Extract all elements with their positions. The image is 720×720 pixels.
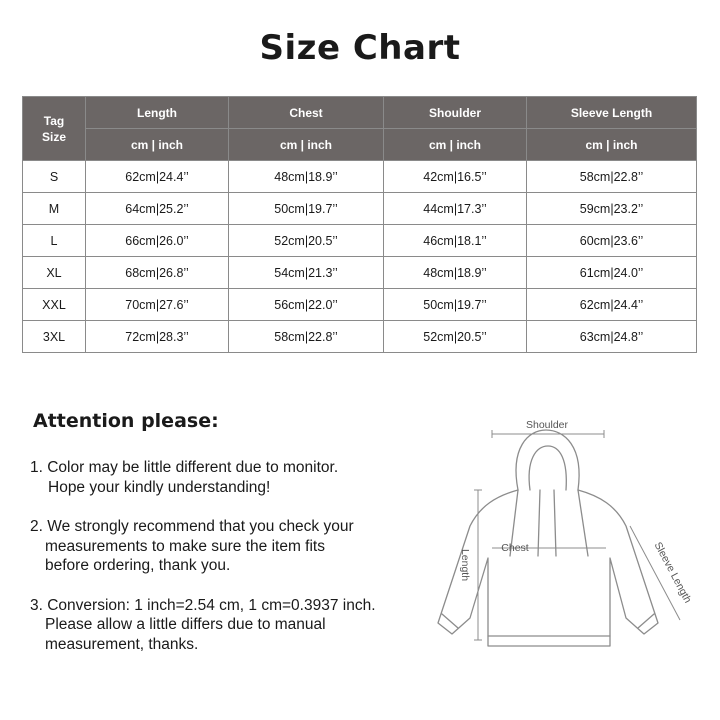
length-cell: 68cm|26.8’’	[86, 257, 229, 289]
hoodie-outline	[438, 430, 658, 646]
unit-header-length: cm | inch	[86, 129, 229, 161]
table-header-row	[23, 97, 697, 129]
length-cell: 70cm|27.6’’	[86, 289, 229, 321]
note-line: 2. We strongly recommend that you check your	[30, 518, 354, 535]
length-label: Length	[459, 548, 471, 582]
attention-heading: Attention please:	[33, 410, 219, 432]
note-line: before ordering, thank you.	[45, 557, 231, 574]
column-header-length: Length	[86, 97, 229, 129]
note-line: measurements to make sure the item fits	[45, 537, 325, 555]
length-cell: 66cm|26.0’’	[86, 225, 229, 257]
unit-header-sleeve-length: cm | inch	[527, 129, 697, 161]
page-title: Size Chart	[259, 28, 461, 68]
shoulder-cell: 52cm|20.5’’	[384, 321, 527, 353]
table-unit-row	[23, 129, 697, 161]
note-measurements	[30, 517, 410, 576]
column-header-shoulder: Shoulder	[384, 97, 527, 129]
measurement-arrows	[474, 430, 680, 640]
tag-header-line-1: Tag	[43, 113, 65, 128]
chest-cell: 58cm|22.8’’	[229, 321, 384, 353]
sleeve-length-label: Sleeve Length	[651, 540, 694, 606]
column-header-chest: Chest	[229, 97, 384, 129]
note-line: 3. Conversion: 1 inch=2.54 cm, 1 cm=0.3937 inch.	[30, 596, 376, 614]
note-color	[30, 458, 410, 497]
unit-header-chest: cm | inch	[229, 129, 384, 161]
chest-cell: 54cm|21.3’’	[229, 257, 384, 289]
note-conversion	[30, 596, 410, 655]
sleeve-length-cell: 61cm|24.0’’	[527, 257, 697, 289]
chest-cell: 52cm|20.5’’	[229, 225, 384, 257]
sleeve-length-cell: 62cm|24.4’’	[527, 289, 697, 321]
table-row	[23, 161, 697, 193]
chest-cell: 50cm|19.7’’	[229, 193, 384, 225]
note-line: Hope your kindly understanding!	[48, 478, 271, 496]
attention-notes	[30, 458, 410, 674]
length-cell: 72cm|28.3’’	[86, 321, 229, 353]
hoodie-measurement-diagram	[418, 408, 708, 670]
shoulder-cell: 46cm|18.1’’	[384, 225, 527, 257]
sleeve-length-cell: 59cm|23.2’’	[527, 193, 697, 225]
column-header-sleeve-length: Sleeve Length	[527, 97, 697, 129]
size-cell: 3XL	[23, 321, 86, 353]
chest-label: Chest	[501, 542, 529, 554]
shoulder-label: Shoulder	[525, 419, 569, 431]
length-cell: 64cm|25.2’’	[86, 193, 229, 225]
note-line: 1. Color may be little different due to monitor.	[30, 459, 339, 476]
tag-header-line-2: Size	[41, 129, 66, 144]
table-row	[23, 193, 697, 225]
size-cell: M	[23, 193, 86, 225]
size-cell: XXL	[23, 289, 86, 321]
chest-cell: 56cm|22.0’’	[229, 289, 384, 321]
size-cell: XL	[23, 257, 86, 289]
table-row	[23, 289, 697, 321]
shoulder-cell: 42cm|16.5’’	[384, 161, 527, 193]
size-cell: S	[23, 161, 86, 193]
sleeve-length-cell: 60cm|23.6’’	[527, 225, 697, 257]
length-cell: 62cm|24.4’’	[86, 161, 229, 193]
table-row	[23, 225, 697, 257]
table-row	[23, 321, 697, 353]
size-cell: L	[23, 225, 86, 257]
tag-size-header	[23, 97, 86, 161]
note-line: measurement, thanks.	[45, 635, 199, 653]
sleeve-length-cell: 58cm|22.8’’	[527, 161, 697, 193]
shoulder-cell: 44cm|17.3’’	[384, 193, 527, 225]
unit-header-shoulder: cm | inch	[384, 129, 527, 161]
shoulder-cell: 50cm|19.7’’	[384, 289, 527, 321]
table-row	[23, 257, 697, 289]
size-table	[22, 96, 697, 353]
sleeve-length-cell: 63cm|24.8’’	[527, 321, 697, 353]
chest-cell: 48cm|18.9’’	[229, 161, 384, 193]
note-line: Please allow a little differs due to manual	[45, 616, 326, 633]
shoulder-cell: 48cm|18.9’’	[384, 257, 527, 289]
